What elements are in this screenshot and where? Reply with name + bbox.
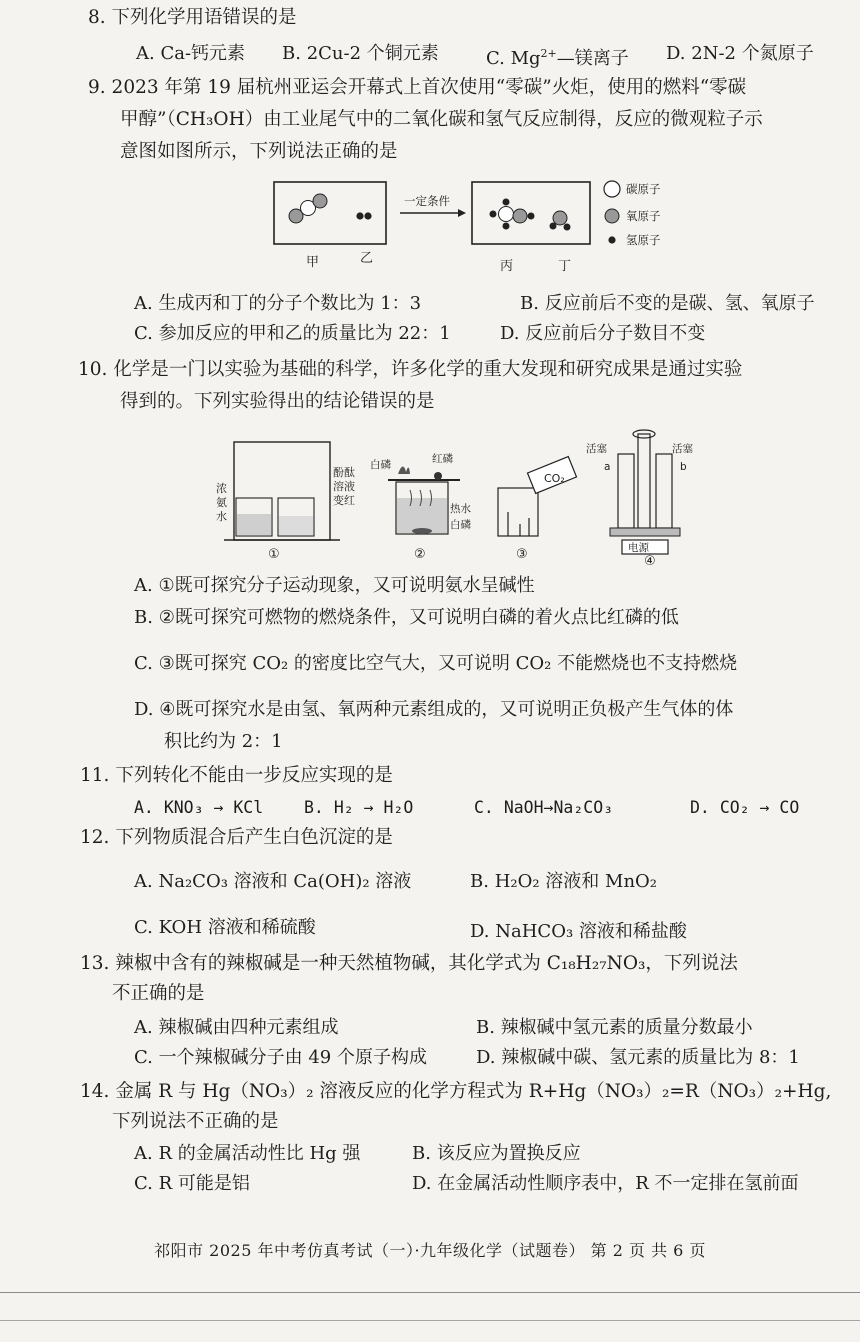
label-ding: 丁 (558, 259, 572, 274)
question-13-stem-2: 不正确的是 (112, 983, 205, 1004)
q14-option-c: C. R 可能是铝 (134, 1173, 250, 1194)
q9-option-a: A. 生成丙和丁的分子个数比为 1：3 (134, 293, 422, 314)
q9-option-c: C. 参加反应的甲和乙的质量比为 22：1 (134, 323, 451, 344)
page-footer: 祁阳市 2025 年中考仿真考试（一）·九年级化学（试题卷） 第 2 页 共 6 页 (154, 1241, 706, 1260)
exp4-power-label: 电源 (628, 542, 649, 554)
bottom-rule (0, 1292, 860, 1293)
exp4-label-a: a (604, 461, 611, 473)
q14-option-a: A. R 的金属活动性比 Hg 强 (134, 1143, 361, 1164)
question-10-stem-1: 10. 化学是一门以实验为基础的科学，许多化学的重大发现和研究成果是通过实验 (78, 359, 743, 380)
label-jia: 甲 (306, 255, 320, 270)
question-12-stem: 12. 下列物质混合后产生白色沉淀的是 (80, 827, 393, 848)
exp4-stopcock-a: 活塞 (586, 443, 607, 455)
q8-option-d: D. 2N-2 个氮原子 (666, 43, 814, 64)
exp3-co2-label: CO₂ (544, 472, 565, 485)
q10-option-b: B. ②既可探究可燃物的燃烧条件，又可说明白磷的着火点比红磷的低 (134, 607, 679, 628)
q12-option-a: A. Na₂CO₃ 溶液和 Ca(OH)₂ 溶液 (134, 871, 412, 892)
q12-option-d: D. NaHCO₃ 溶液和稀盐酸 (470, 921, 687, 942)
question-8-stem: 8. 下列化学用语错误的是 (88, 7, 297, 28)
exp1-label-left-3: 水 (216, 510, 227, 523)
q13-option-a: A. 辣椒碱由四种元素组成 (134, 1017, 339, 1038)
exp2-white-phosphorus-top: 白磷 (370, 459, 391, 471)
exp1-index: ① (268, 547, 280, 562)
legend-oxygen-swatch (605, 209, 619, 223)
label-bing: 丙 (500, 259, 514, 274)
question-11-stem: 11. 下列转化不能由一步反应实现的是 (80, 765, 393, 786)
q11-option-a: A. KNO₃ → KCl (134, 798, 264, 817)
q10-option-a: A. ①既可探究分子运动现象，又可说明氨水呈碱性 (134, 575, 535, 596)
q9-option-d: D. 反应前后分子数目不变 (500, 323, 706, 344)
question-13-stem-1: 13. 辣椒中含有的辣椒碱是一种天然植物碱，其化学式为 C₁₈H₂₇NO₃，下列说法 (80, 953, 738, 974)
q10-option-d-cont: 积比约为 2：1 (164, 731, 283, 752)
question-9-stem-3: 意图如图所示，下列说法正确的是 (120, 141, 398, 162)
exp2-index: ② (414, 547, 426, 562)
q8-option-b: B. 2Cu-2 个铜元素 (282, 43, 439, 64)
q12-option-b: B. H₂O₂ 溶液和 MnO₂ (470, 871, 658, 892)
exp1-label-right-3: 变红 (333, 494, 355, 507)
exp1-label-left-2: 氨 (216, 496, 227, 509)
exp4-index: ④ (644, 554, 656, 568)
arrow-condition-label: 一定条件 (404, 194, 450, 208)
reaction-diagram (260, 172, 690, 286)
question-9-stem-2: 甲醇”（CH₃OH）由工业尾气中的二氧化碳和氢气反应制得，反应的微观粒子示 (120, 109, 763, 130)
q13-option-d: D. 辣椒碱中碳、氢元素的质量比为 8：1 (476, 1047, 800, 1068)
label-yi: 乙 (360, 251, 374, 266)
q12-option-c: C. KOH 溶液和稀硫酸 (134, 917, 316, 938)
exp4-label-b: b (680, 461, 687, 473)
exp3-index: ③ (516, 547, 528, 562)
legend-carbon: 碳原子 (626, 182, 661, 196)
q14-option-b: B. 该反应为置换反应 (412, 1143, 581, 1164)
q10-option-c: C. ③既可探究 CO₂ 的密度比空气大，又可说明 CO₂ 不能燃烧也不支持燃烧 (134, 653, 738, 674)
legend-hydrogen: 氢原子 (626, 233, 661, 247)
experiment-figures (210, 428, 700, 572)
q11-option-d: D. CO₂ → CO (690, 798, 800, 817)
exp2-hot-water: 热水 (450, 503, 471, 515)
legend-carbon-swatch (604, 181, 620, 197)
exp1-label-right-2: 溶液 (333, 480, 355, 493)
question-9-stem-1: 9. 2023 年第 19 届杭州亚运会开幕式上首次使用“零碳”火炬，使用的燃料“零碳 (88, 77, 747, 98)
exp2-white-phosphorus-bottom: 白磷 (450, 519, 471, 531)
q11-option-c: C. NaOH→Na₂CO₃ (474, 798, 614, 817)
exp4-stopcock-b: 活塞 (672, 443, 693, 455)
q8-option-a: A. Ca-钙元素 (136, 43, 246, 64)
q13-option-c: C. 一个辣椒碱分子由 49 个原子构成 (134, 1047, 427, 1068)
q13-option-b: B. 辣椒碱中氢元素的质量分数最小 (476, 1017, 753, 1038)
bottom-rule-2 (0, 1320, 860, 1321)
q14-option-d: D. 在金属活动性顺序表中，R 不一定排在氢前面 (412, 1173, 799, 1194)
q11-option-b: B. H₂ → H₂O (304, 798, 414, 817)
question-10-stem-2: 得到的。下列实验得出的结论错误的是 (120, 391, 435, 412)
exp1-label-left-1: 浓 (216, 482, 227, 495)
legend-oxygen: 氧原子 (626, 209, 661, 223)
legend-hydrogen-swatch (608, 236, 615, 243)
exp2-red-phosphorus: 红磷 (432, 453, 453, 465)
q8-option-c: C. $Mg^{2+}—$镁离子 (486, 47, 629, 69)
q10-option-d: D. ④既可探究水是由氢、氧两种元素组成的，又可说明正负极产生气体的体 (134, 699, 734, 720)
question-14-stem-2: 下列说法不正确的是 (112, 1111, 279, 1132)
question-14-stem-1: 14. 金属 R 与 Hg（NO₃）₂ 溶液反应的化学方程式为 R+Hg（NO₃）₂=R（NO₃）₂+Hg, (80, 1081, 832, 1102)
q9-option-b: B. 反应前后不变的是碳、氢、氧原子 (520, 293, 815, 314)
exp1-label-right-1: 酚酞 (333, 466, 355, 479)
